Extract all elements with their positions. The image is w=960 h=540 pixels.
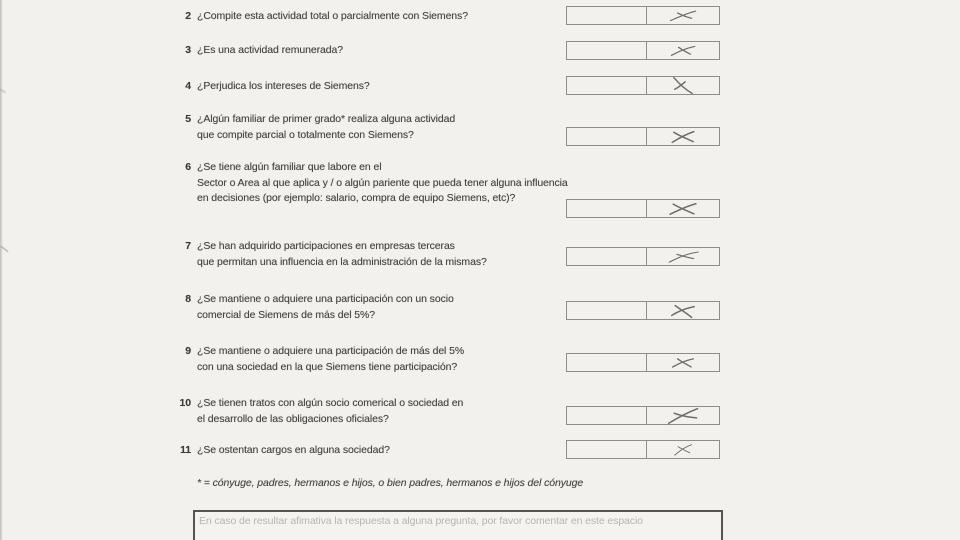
answer-cell-right[interactable] [647, 354, 719, 371]
question-row-4 [169, 79, 370, 95]
question-text: ¿Se tiene algún familiar que labore en el Sector o Area al que aplica y / o algún pariente que pueda tener alguna influencia en decisiones (por ejemplo: salario, compra de equipo Siemens, etc)? [197, 161, 568, 204]
question-number: 9 [185, 345, 191, 357]
answer-cell-right[interactable] [647, 7, 719, 24]
answer-box-10 [566, 406, 720, 425]
answer-cell-left[interactable] [567, 407, 647, 424]
question-number: 11 [180, 444, 191, 456]
handwritten-x-mark [666, 128, 701, 144]
question-text: ¿Se tienen tratos con algún socio comerical o sociedad en el desarrollo de las obligaciones oficiales? [197, 397, 464, 425]
question-row-10 [169, 396, 463, 427]
answer-box-2 [566, 6, 720, 25]
handwritten-x-mark [662, 405, 704, 426]
answer-box-6 [566, 199, 720, 218]
handwritten-x-mark [665, 43, 700, 58]
question-text: ¿Se mantiene o adquiere una participación de más del 5% con una sociedad en la que Siemens tiene participación? [197, 345, 465, 373]
question-row-3 [169, 43, 343, 59]
question-number: 5 [185, 113, 191, 125]
question-text: ¿Perjudica los intereses de Siemens? [197, 80, 370, 92]
question-number: 10 [179, 397, 191, 409]
question-number: 4 [185, 80, 191, 92]
handwritten-x-mark [665, 8, 700, 23]
answer-cell-left[interactable] [567, 441, 647, 458]
question-text: ¿Es una actividad remunerada? [197, 44, 343, 56]
handwritten-x-mark [665, 201, 702, 217]
answer-cell-right[interactable] [647, 42, 719, 59]
answer-box-9 [566, 353, 720, 372]
answer-cell-left[interactable] [567, 77, 647, 94]
handwritten-x-mark [666, 302, 701, 319]
answer-cell-right[interactable] [647, 441, 719, 458]
answer-cell-left[interactable] [567, 7, 647, 24]
question-number: 8 [185, 293, 191, 305]
answer-cell-left[interactable] [567, 354, 647, 371]
answer-cell-left[interactable] [567, 200, 647, 217]
answer-box-8 [566, 301, 720, 320]
scanner-edge-shadow [0, 0, 3, 540]
answer-box-7 [566, 247, 720, 266]
question-text: ¿Se ostentan cargos en alguna sociedad? [197, 444, 390, 456]
handwritten-x-mark [665, 74, 701, 97]
answer-box-3 [566, 41, 720, 60]
question-row-5 [169, 112, 455, 143]
handwritten-x-mark [668, 440, 699, 458]
answer-box-11 [566, 440, 720, 459]
handwritten-x-mark [664, 248, 703, 265]
question-text: ¿Algún familiar de primer grado* realiza alguna actividad que compite parcial o totalmente con Siemens? [197, 113, 456, 141]
question-text: ¿Compite esta actividad total o parcialmente con Siemens? [197, 10, 468, 22]
question-row-11 [169, 443, 390, 459]
answer-cell-left[interactable] [567, 302, 647, 319]
answer-cell-left[interactable] [567, 42, 647, 59]
answer-cell-left[interactable] [567, 128, 647, 145]
comment-box[interactable] [193, 510, 723, 540]
answer-box-4 [566, 76, 720, 95]
question-number: 7 [185, 240, 191, 252]
question-row-2 [169, 9, 468, 25]
answer-cell-right[interactable] [647, 77, 719, 94]
answer-cell-right[interactable] [647, 128, 719, 145]
footnote: * = cónyuge, padres, hermanos e hijos, o bien padres, hermanos e hijos del cónyuge [197, 477, 584, 489]
answer-box-5 [566, 127, 720, 146]
answer-cell-right[interactable] [647, 407, 719, 424]
question-row-7 [169, 239, 487, 270]
question-text: ¿Se mantiene o adquiere una participación con un socio comercial de Siemens de más del 5%? [197, 293, 454, 321]
question-row-6 [169, 160, 568, 207]
answer-cell-right[interactable] [647, 302, 719, 319]
question-number: 6 [185, 161, 191, 173]
answer-cell-left[interactable] [567, 248, 647, 265]
question-row-9 [169, 344, 464, 375]
question-number: 2 [185, 10, 191, 22]
handwritten-x-mark [668, 355, 699, 370]
question-text: ¿Se han adquirido participaciones en empresas terceras que permitan una influencia en la administración de la mismas? [197, 240, 487, 268]
answer-cell-right[interactable] [647, 248, 719, 265]
comment-prompt: En caso de resultar afimativa la respuesta a alguna pregunta, por favor comentar en este espacio [199, 515, 643, 527]
question-number: 3 [185, 44, 191, 56]
question-row-8 [169, 292, 454, 323]
answer-cell-right[interactable] [647, 200, 719, 217]
